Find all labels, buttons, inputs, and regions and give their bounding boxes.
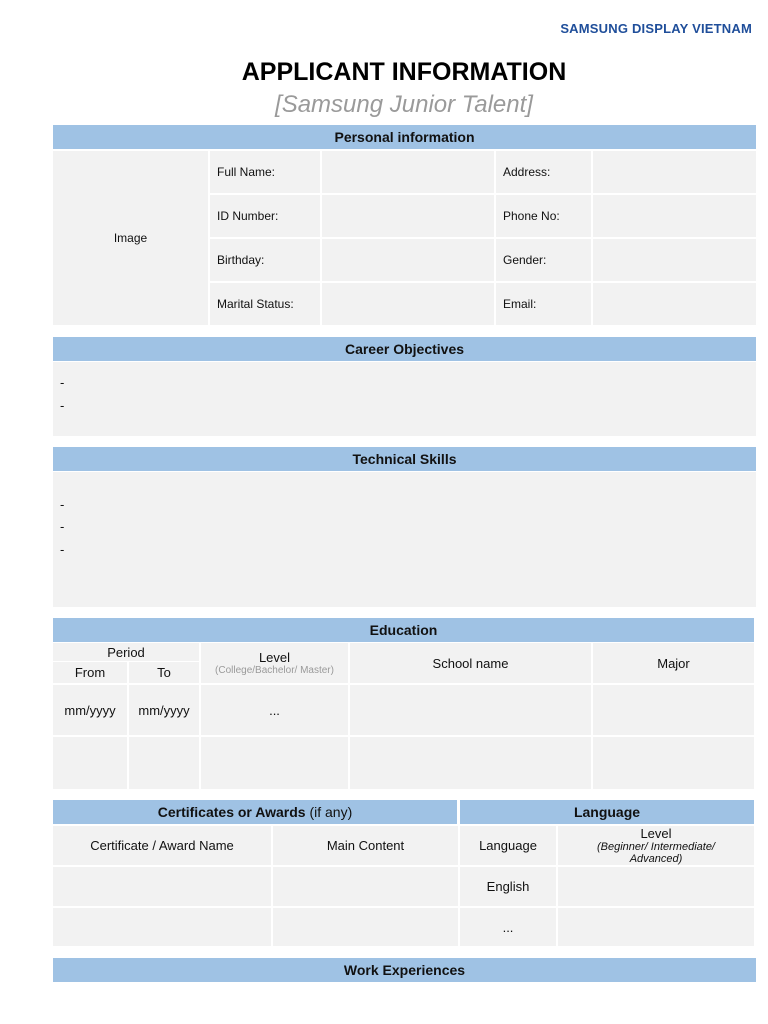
personal-info-header: Personal information [53, 125, 756, 149]
main-content-header: Main Content [273, 826, 458, 865]
education-school-cell[interactable] [350, 685, 591, 735]
gender-value[interactable] [593, 239, 756, 281]
certificates-header [53, 800, 457, 824]
career-bullet: - [60, 398, 65, 413]
language-level-cell[interactable] [558, 867, 754, 906]
birthday-value[interactable] [322, 239, 494, 281]
skill-bullet: - [60, 542, 65, 557]
language-level-cell[interactable] [558, 908, 754, 946]
certificate-content-cell[interactable] [273, 867, 458, 906]
level-header-label: Level [258, 649, 291, 665]
language-level-hint: (Beginner/ Intermediate/ Advanced) [596, 841, 715, 865]
certificate-name-cell[interactable] [53, 867, 271, 906]
company-brand: SAMSUNG DISPLAY VIETNAM [560, 21, 752, 34]
marital-status-label: Marital Status: [210, 283, 320, 325]
level-header [201, 643, 348, 683]
technical-skills-box[interactable] [53, 472, 756, 607]
education-table [53, 643, 754, 789]
career-objectives-header: Career Objectives [53, 337, 756, 361]
skill-bullet: - [60, 497, 65, 512]
certificate-content-cell[interactable] [273, 908, 458, 946]
certificates-language-table [53, 826, 754, 946]
education-level-cell[interactable]: ... [201, 685, 348, 735]
level-hint: (College/Bachelor/ Master) [215, 664, 334, 676]
career-bullet: - [60, 375, 65, 390]
full-name-label: Full Name: [210, 151, 320, 193]
education-to-cell[interactable] [129, 737, 199, 789]
language-cell-more[interactable]: ... [460, 908, 556, 946]
education-from-cell[interactable] [53, 737, 127, 789]
school-name-header: School name [350, 643, 591, 683]
education-from-cell[interactable]: mm/yyyy [53, 685, 127, 735]
certificates-heading-suffix: (if any) [305, 804, 353, 820]
email-value[interactable] [593, 283, 756, 325]
birthday-label: Birthday: [210, 239, 320, 281]
certificate-name-header: Certificate / Award Name [53, 826, 271, 865]
phone-label: Phone No: [496, 195, 591, 237]
personal-info-grid [53, 151, 756, 325]
period-header: Period [53, 643, 199, 661]
language-col-header: Language [460, 826, 556, 865]
address-label: Address: [496, 151, 591, 193]
language-level-header [558, 826, 754, 865]
technical-skills-header: Technical Skills [53, 447, 756, 471]
education-to-cell[interactable]: mm/yyyy [129, 685, 199, 735]
education-school-cell[interactable] [350, 737, 591, 789]
skill-bullet: - [60, 519, 65, 534]
photo-placeholder: Image [53, 151, 208, 325]
marital-status-value[interactable] [322, 283, 494, 325]
education-major-cell[interactable] [593, 685, 754, 735]
id-number-value[interactable] [322, 195, 494, 237]
page-title: APPLICANT INFORMATION [241, 58, 567, 86]
education-level-cell[interactable] [201, 737, 348, 789]
address-value[interactable] [593, 151, 756, 193]
language-header: Language [460, 800, 754, 824]
work-experiences-header: Work Experiences [53, 958, 756, 982]
gender-label: Gender: [496, 239, 591, 281]
email-label: Email: [496, 283, 591, 325]
phone-value[interactable] [593, 195, 756, 237]
major-header: Major [593, 643, 754, 683]
career-objectives-box[interactable] [53, 362, 756, 436]
certificates-heading-bold: Certificates or Awards [157, 804, 306, 820]
education-major-cell[interactable] [593, 737, 754, 789]
language-cell-english[interactable]: English [460, 867, 556, 906]
education-header: Education [53, 618, 754, 642]
from-header: From [53, 662, 127, 683]
certificate-name-cell[interactable] [53, 908, 271, 946]
language-level-label: Level [640, 826, 672, 841]
full-name-value[interactable] [322, 151, 494, 193]
to-header: To [129, 662, 199, 683]
id-number-label: ID Number: [210, 195, 320, 237]
page-subtitle: [Samsung Junior Talent] [275, 91, 533, 118]
